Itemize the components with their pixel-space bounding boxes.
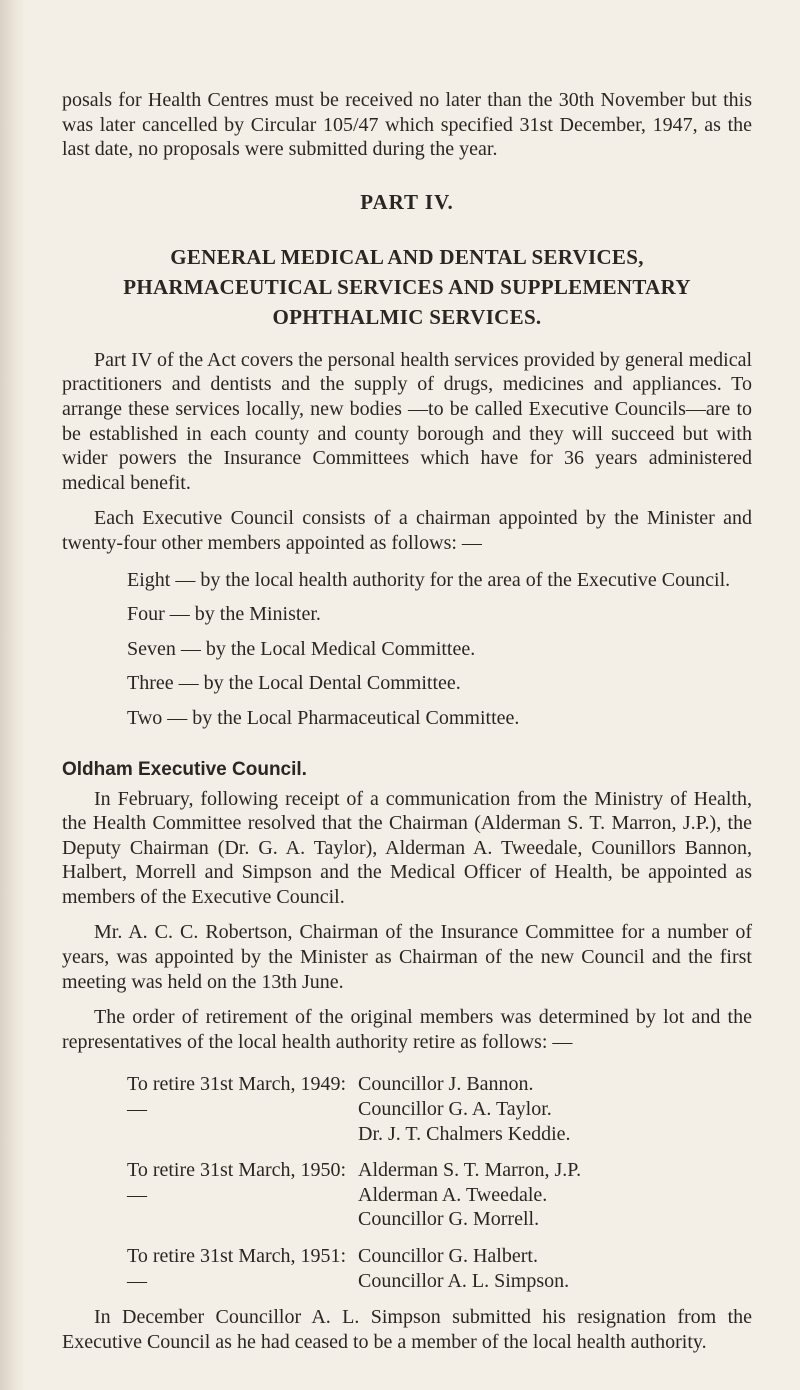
retirement-names	[358, 1158, 752, 1232]
document-page	[62, 88, 752, 1354]
retirement-date-label: To retire 31st March, 1951: —	[127, 1245, 347, 1292]
section-title-line: GENERAL MEDICAL AND DENTAL SERVICES,	[170, 244, 644, 269]
retirement-schedule	[62, 1072, 752, 1293]
section-title	[62, 242, 752, 332]
retiring-member: Councillor G. Morrell.	[358, 1208, 540, 1231]
closing-paragraph: In December Councillor A. L. Simpson submitted his resignation from the Executive Council as he had ceased to be a member of the local health authority.	[62, 1306, 752, 1353]
oldham-paragraph: Mr. A. C. C. Robertson, Chairman of the Insurance Committee for a number of years, was appointed by the Minister as Chairman of the new Council and the first meeting was held on the 13th June.	[62, 921, 752, 993]
section-title-line: PHARMACEUTICAL SERVICES AND SUPPLEMENTARY	[123, 274, 691, 299]
page-binding-edge	[0, 0, 26, 1390]
retirement-date-label: To retire 31st March, 1950: —	[127, 1159, 347, 1206]
retiring-member: Councillor G. A. Taylor.	[358, 1098, 552, 1121]
appointment-list	[62, 568, 752, 731]
retiring-member: Councillor J. Bannon.	[358, 1073, 534, 1096]
retiring-member: Councillor G. Halbert.	[358, 1245, 538, 1267]
appointment-item: Two — by the Local Pharmaceutical Committee.	[127, 706, 520, 729]
oldham-paragraph: In February, following receipt of a communication from the Ministry of Health, the Health Committee resolved that the Chairman (Alderman S. T. Marron, J.P.), the Deputy Chairman (Dr. G. A. Taylor), Alderman A. Tweedale, Counillors Bannon, Halbert, Morrell and Simpson and the Medical Officer of Health, be appointed as members of the Executive Council.	[62, 787, 752, 908]
retiring-member: Councillor A. L. Simpson.	[358, 1269, 570, 1292]
retiring-member: Alderman A. Tweedale.	[358, 1183, 548, 1206]
retirement-group	[127, 1158, 752, 1232]
intro-paragraph: Part IV of the Act covers the personal health services provided by general medical practitioners and dentists and the supply of drugs, medicines and appliances. To arrange these services locally, new bodies —to be called Executive Councils—are to be established in each county and county borough and they will succeed but with wider powers the Insurance Committees which have for 36 years administered medical benefit.	[62, 348, 752, 494]
composition-paragraph: Each Executive Council consists of a chairman appointed by the Minister and twenty-four other members appointed as follows: —	[62, 507, 752, 554]
opening-paragraph: posals for Health Centres must be received no later than the 30th November but this was later cancelled by Circular 105/47 which specified 31st December, 1947, as the last date, no proposals were submitted during the year.	[62, 89, 752, 161]
oldham-heading: Oldham Executive Council.	[62, 758, 307, 780]
retirement-group	[127, 1072, 752, 1146]
oldham-paragraph: The order of retirement of the original members was determined by lot and the representatives of the local health authority retire as follows: —	[62, 1006, 752, 1053]
retirement-names	[358, 1244, 752, 1293]
appointment-item: Eight — by the local health authority for the area of the Executive Council.	[127, 568, 731, 591]
retirement-date-label: To retire 31st March, 1949: —	[127, 1073, 347, 1121]
part-heading: PART IV.	[360, 189, 454, 214]
retiring-member: Dr. J. T. Chalmers Keddie.	[358, 1122, 571, 1145]
section-title-line: OPHTHALMIC SERVICES.	[272, 304, 542, 329]
appointment-item: Four — by the Minister.	[127, 603, 321, 626]
retiring-member: Alderman S. T. Marron, J.P.	[358, 1159, 582, 1182]
retirement-names	[358, 1072, 752, 1146]
appointment-item: Seven — by the Local Medical Committee.	[127, 637, 476, 660]
appointment-item: Three — by the Local Dental Committee.	[127, 672, 461, 695]
retirement-group	[127, 1244, 752, 1293]
